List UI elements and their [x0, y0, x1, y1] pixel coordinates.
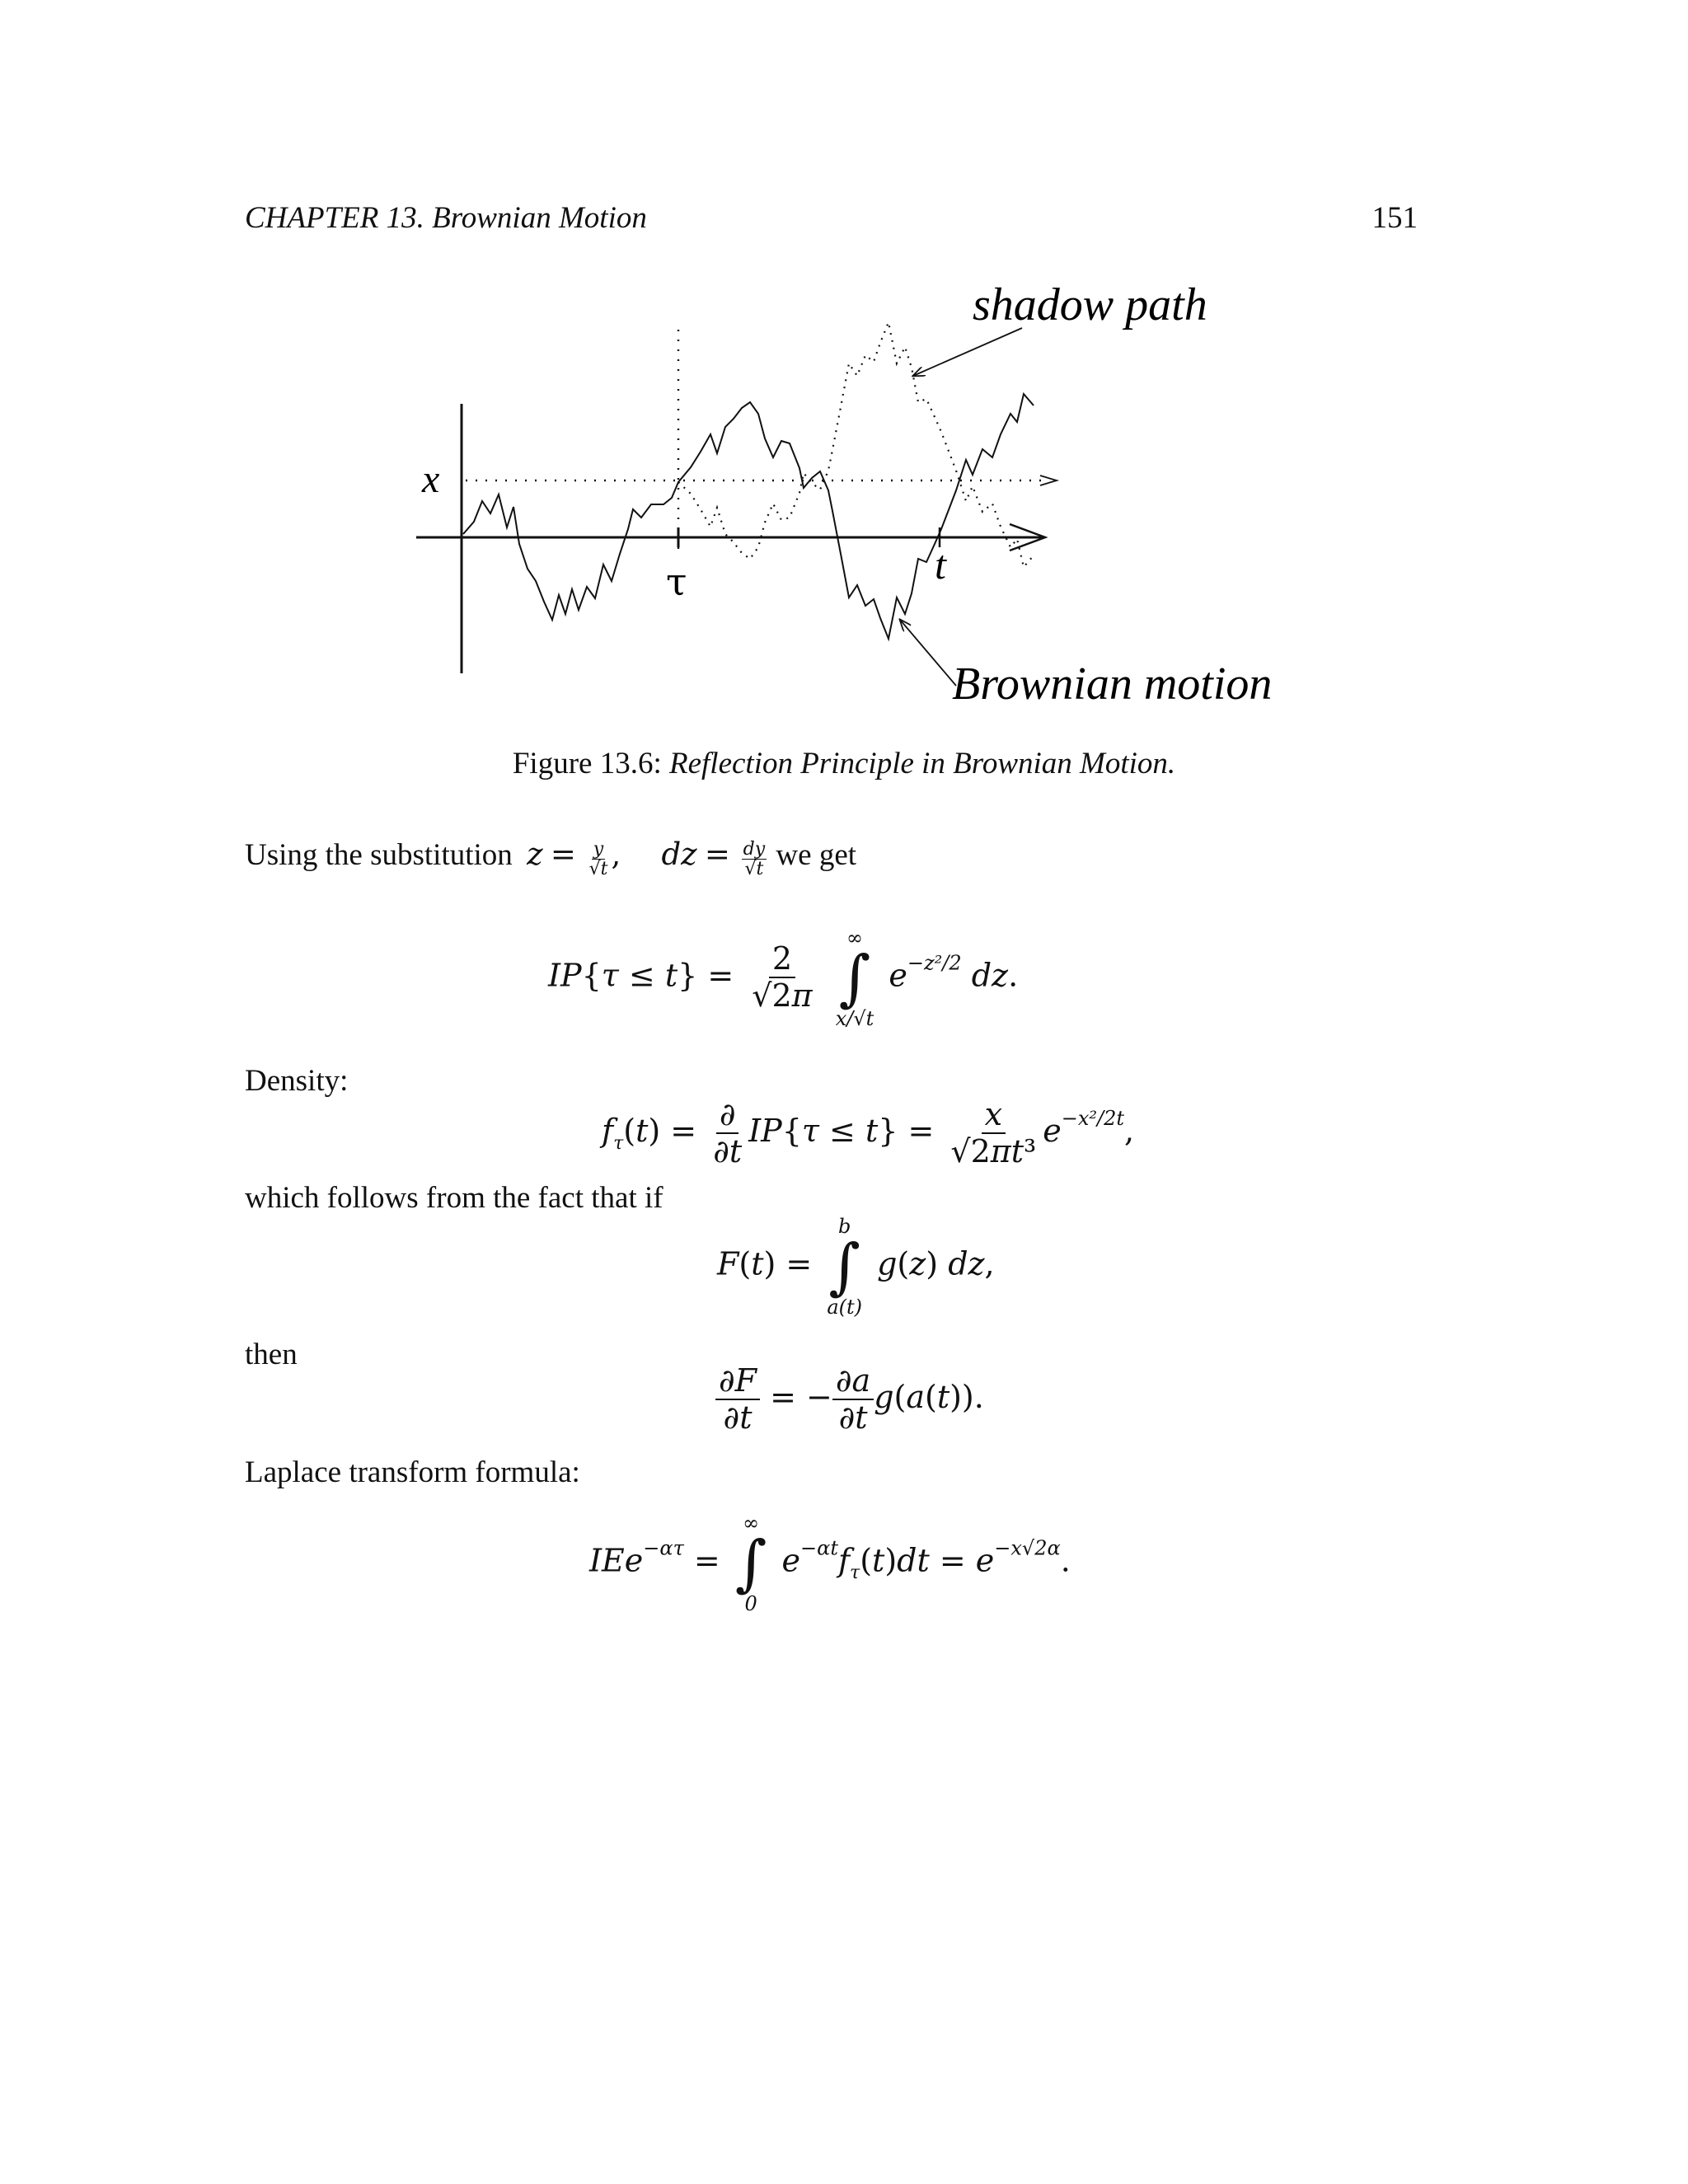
label-tau: τ [666, 560, 687, 604]
laplace-label: Laplace transform formula: [245, 1455, 580, 1489]
substitution-dz: dz [661, 837, 697, 872]
equation-probability-tau: IP{τ ≤ t} = $\frac{2}{√2\pi}$ ∞ ∫ x/√t $e^{-z^2/2}$ dz. [548, 926, 1019, 1030]
figure-caption [0, 746, 1688, 782]
reflection-principle-figure [396, 280, 1335, 709]
label-brownian-motion: Brownian motion [952, 658, 1273, 709]
equation-dF-dt: $\frac{\partial F}{\partial t}$ = − $\frac{\partial a}{\partial t}$ g(a(t)). [715, 1364, 984, 1436]
substitution-lead: Using the substitution [245, 838, 513, 872]
equation-F-of-t: F(t) = b ∫ a(t) g(z) dz, [717, 1215, 995, 1319]
page-number: 151 [1372, 201, 1418, 235]
brownian-pointer [900, 620, 956, 686]
shadow-path [678, 322, 1034, 567]
frac-dy-sqrt-t: $\frac{dy}{√t}$ [743, 839, 766, 880]
shadow-pointer [913, 328, 1022, 376]
label-shadow-path: shadow path [973, 280, 1207, 330]
substitution-tail: we get [776, 838, 857, 872]
density-label: Density: [245, 1064, 349, 1098]
brownian-path [463, 394, 1034, 639]
label-x: x [422, 457, 440, 501]
then-text: then [245, 1338, 298, 1371]
frac-y-sqrt-t: $\frac{y}{√t}$ [588, 839, 608, 880]
substitution-paragraph: Using the substitution z = $\frac{y}{√t}$ , dz = $\frac{dy}{√t}$ we get [245, 837, 857, 880]
equation-density: $f_\tau(t)$ = $\frac{\partial}{\partial t}$ IP{τ ≤ t} = $\frac{x}{\text{√2πt³}}$ $e^{-x^2/2t}$, [602, 1096, 1135, 1169]
label-t: t [935, 541, 946, 588]
caption-prefix: Figure 13.6: [512, 747, 662, 780]
which-follows-text: which follows from the fact that if [245, 1181, 663, 1215]
running-header-title: CHAPTER 13. Brownian Motion [245, 201, 647, 235]
substitution-z: z [527, 837, 543, 872]
level-x-arrowhead [1040, 476, 1057, 485]
equation-laplace: IEe$^{-\alpha\tau}$ = ∞ ∫ 0 $e^{-\alpha t}f_\tau(t)dt = e^{-x√2\alpha}$. [589, 1511, 1071, 1615]
caption-text: Reflection Principle in Brownian Motion. [668, 747, 1176, 780]
